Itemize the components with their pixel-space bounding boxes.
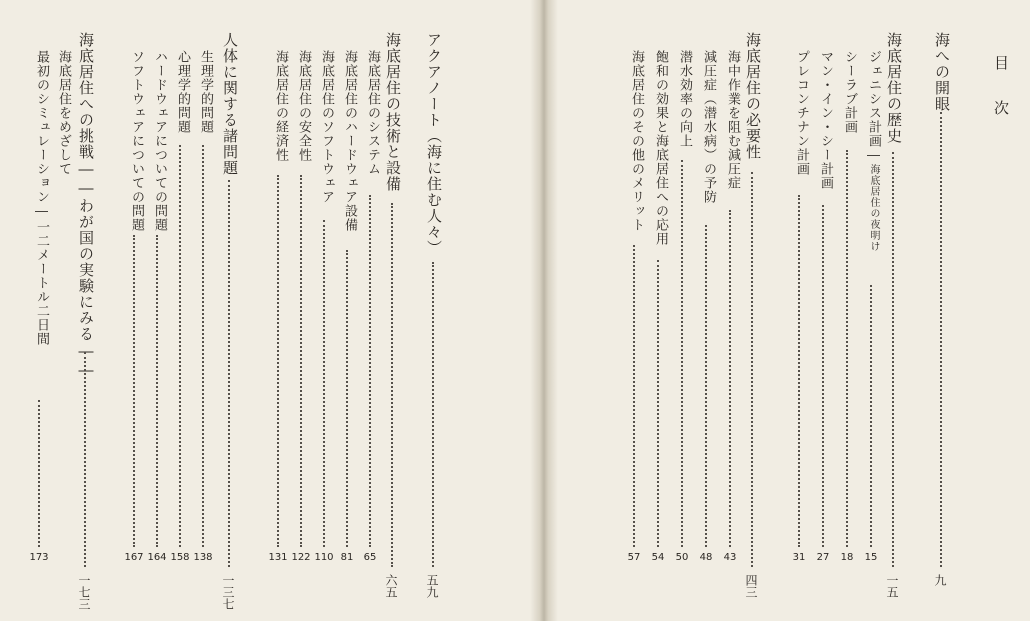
leader-dots: [870, 285, 872, 547]
leader-dots: [277, 175, 279, 547]
leader-dots: [892, 152, 894, 567]
leader-dots: [681, 160, 683, 547]
chapter-title-4: アクアノート（海に住む人々）: [425, 32, 443, 256]
item-page: 122: [291, 552, 311, 563]
toc-item: マン・イン・シー計画: [818, 50, 833, 190]
toc-item: 海底居住のハードウェア設備: [342, 50, 357, 232]
chapter-title-5: 海底居住の技術と設備: [384, 32, 402, 192]
leader-dots: [369, 195, 371, 547]
chapter-title-7: 海底居住への挑戦――わが国の実験にみる――: [77, 32, 95, 380]
leader-dots: [822, 205, 824, 547]
toc-item: ソフトウェアについての問題: [129, 50, 144, 232]
toc-item: 海底居住をめざして: [56, 50, 71, 176]
item-page: 50: [675, 552, 689, 563]
toc-item: 最初のシミュレーション―一二メートル二日間: [34, 50, 49, 346]
chapter-page-5: 六五: [384, 574, 398, 598]
item-page: 31: [792, 552, 806, 563]
toc-item: ジェニシス計画―海底居住の夜明け: [866, 50, 881, 252]
chapter-title-2: 海底居住の歴史: [885, 32, 903, 144]
leader-dots: [179, 145, 181, 547]
leader-dots: [133, 235, 135, 547]
item-page: 15: [864, 552, 878, 563]
item-page: 27: [816, 552, 830, 563]
leader-dots: [84, 352, 86, 567]
chapter-page-6: 一三七: [221, 574, 235, 610]
toc-item: 海底居住のソフトウェア: [319, 50, 334, 204]
leader-dots: [346, 250, 348, 547]
leader-dots: [705, 225, 707, 547]
leader-dots: [300, 175, 302, 547]
leader-dots: [846, 150, 848, 547]
leader-dots: [633, 245, 635, 547]
toc-item: 減圧症（潜水病）の予防: [701, 50, 716, 204]
chapter-page-2: 一五: [885, 574, 899, 598]
item-page: 158: [170, 552, 190, 563]
leader-dots: [751, 172, 753, 567]
book-gutter: [530, 0, 558, 621]
toc-item: 生理学的問題: [198, 50, 213, 134]
toc-item: シーラブ計画: [842, 50, 857, 134]
leader-dots: [657, 260, 659, 547]
leader-dots: [323, 220, 325, 547]
toc-item: ハードウェアについての問題: [152, 50, 167, 232]
chapter-page-4: 五九: [425, 574, 439, 598]
leader-dots: [228, 180, 230, 567]
leader-dots: [940, 112, 942, 567]
leader-dots: [38, 400, 40, 547]
toc-item: 海底居住の安全性: [296, 50, 311, 162]
item-page: 57: [627, 552, 641, 563]
toc-item: 海底居住のシステム: [365, 50, 380, 176]
leader-dots: [391, 203, 393, 567]
toc-item: 潜水効率の向上: [677, 50, 692, 148]
item-page: 43: [723, 552, 737, 563]
chapter-title-6: 人体に関する諸問題: [221, 32, 239, 176]
chapter-title-1: 海への開眼: [933, 32, 951, 112]
item-page: 164: [147, 552, 167, 563]
item-page: 18: [840, 552, 854, 563]
leader-dots: [432, 262, 434, 567]
toc-item: 海中作業を阻む減圧症: [725, 50, 740, 190]
item-page: 167: [124, 552, 144, 563]
toc-item: 海底居住の経済性: [273, 50, 288, 162]
item-page: 54: [651, 552, 665, 563]
item-page: 173: [29, 552, 49, 563]
toc-item: 海底居住のその他のメリット: [629, 50, 644, 232]
right-page: [548, 0, 1030, 621]
leader-dots: [729, 210, 731, 547]
item-page: 65: [363, 552, 377, 563]
heading-moku: 目: [992, 55, 1010, 71]
item-page: 81: [340, 552, 354, 563]
item-page: 110: [314, 552, 334, 563]
heading-ji: 次: [992, 100, 1010, 116]
chapter-page-7: 一七三: [77, 574, 91, 610]
item-page: 131: [268, 552, 288, 563]
chapter-title-3: 海底居住の必要性: [744, 32, 762, 160]
leader-dots: [202, 145, 204, 547]
toc-item: プレコンチナン計画: [794, 50, 809, 176]
chapter-page-1: 九: [933, 574, 947, 586]
toc-item: 心理学的問題: [175, 50, 190, 134]
item-page: 48: [699, 552, 713, 563]
item-page: 138: [193, 552, 213, 563]
leader-dots: [798, 195, 800, 547]
chapter-page-3: 四三: [744, 574, 758, 598]
leader-dots: [156, 235, 158, 547]
toc-item: 飽和の効果と海底居住への応用: [653, 50, 668, 246]
